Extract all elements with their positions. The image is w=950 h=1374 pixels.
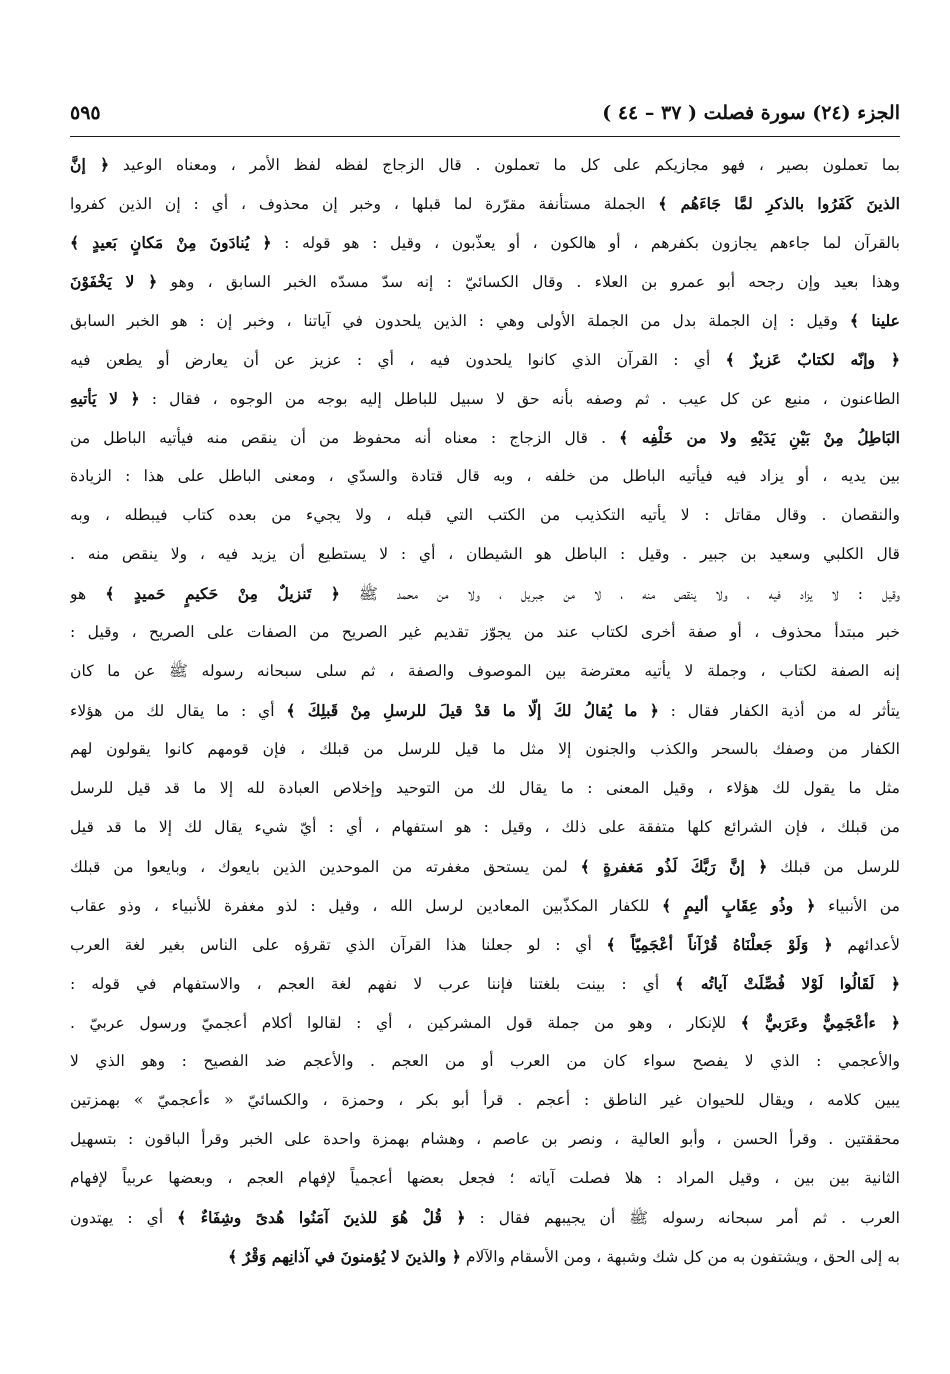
text-line	[70, 613, 900, 652]
quran-verse-text: ﴿ إنَّ رَبَّكَ لَذُو مَغفرةٍ ﴾	[580, 857, 768, 876]
commentary-text: للرسل من قبلك	[767, 858, 900, 876]
commentary-text: . قال الزجاج : معناه أنه محفوظ من أن ينقص منه فيأتيه الباطل من	[70, 429, 620, 447]
commentary-text: بين يديه ، أو يزاد فيه فيأتيه الباطل من خلفه ، وبه قال قتادة والسدّي ، ومعنى الباطل على هذا : الزيادة	[70, 467, 900, 485]
commentary-text: لمن يستحق مغفرته من الموحدين الذين بايعوك ، وبايعوا من قبلك	[70, 858, 581, 876]
text-line	[70, 847, 900, 886]
commentary-text: الجملة مستأنفة مقرّرة لما قبلها ، وخبر إن محذوف ، أي : إن الذين كفروا	[70, 195, 659, 213]
commentary-text: محققتين . وقرأ الحسن ، وأبو العالية ، ونصر بن عاصم ، وهشام بهمزة واحدة على الخبر وقرأ الباقون : بتسهيل	[70, 1130, 900, 1148]
text-line	[70, 1159, 900, 1198]
commentary-text: خبر مبتدأ محذوف ، أو صفة أخرى لكتاب عند من يجوّز تقديم غير الصريح من الصفات على الصريح ، وقيل :	[70, 623, 900, 641]
text-line	[70, 1081, 900, 1120]
quran-verse-text: ﴿ ما يُقالُ لكَ إلّا ما قدْ قيلَ للرسلِ مِنْ قَبلِكَ ﴾	[286, 701, 659, 720]
text-line	[70, 1120, 900, 1159]
text-line	[70, 1042, 900, 1081]
commentary-text: أي : لو جعلنا هذا القرآن الذي تقرؤه على الناس بغير لغة العرب	[70, 936, 607, 954]
commentary-text: مثل ما يقول لك هؤلاء ، وقيل المعنى : ما يقال لك من التوحيد وإخلاص العبادة لله إلا ما قد قيل للرسل	[70, 779, 900, 797]
commentary-text: العرب . ثم أمر سبحانه رسوله ﷺ أن يجيبهم فقال :	[465, 1209, 900, 1227]
text-line	[70, 262, 900, 301]
commentary-text: والنقصان . وقال مقاتل : لا يأتيه التكذيب من الكتب التي قبله ، ولا يجيء من بعده كتاب فيبطله ، وبه	[70, 506, 900, 524]
commentary-text: وهذا بعيد وإن رجحه أبو عمرو بن العلاء . وقال الكسائيّ : إنه سدّ مسدّه الخبر السابق ، وهو	[157, 273, 900, 291]
commentary-text: هو	[70, 585, 106, 603]
page-body	[70, 145, 900, 1276]
text-line	[70, 184, 900, 223]
text-line	[70, 496, 900, 535]
commentary-text: الكفار من وصفك بالسحر والكذب والجنون إلا مثل ما قيل للرسل من قبلك ، فإن قومهم كانوا يقولون لهم	[70, 740, 900, 758]
quran-verse-text: ﴿ إنَّ	[70, 155, 110, 174]
quran-verse-text: ﴿ ءأعْجَمِيٌّ وعَرَبيٌّ ﴾	[740, 1013, 900, 1032]
text-line	[70, 379, 900, 418]
text-line	[70, 769, 900, 808]
text-line	[70, 691, 900, 730]
quran-verse-text: ﴿ تَنزيلٌ مِنْ حَكيمٍ حَميدٍ ﴾	[105, 584, 340, 603]
text-line	[70, 418, 900, 457]
book-page	[70, 96, 900, 1276]
text-line	[70, 223, 900, 262]
text-line	[70, 574, 900, 613]
commentary-text: من قبلك ، فإن الشرائع كلها متفقة على ذلك ، وقيل : هو استفهام ، أي : أيّ شيء يقال لك إلا ما قد قيل	[70, 818, 900, 836]
text-line	[70, 301, 900, 340]
text-line	[70, 730, 900, 769]
text-line	[70, 1003, 900, 1042]
quran-verse-text: ﴿ قُلْ هُوَ للذينَ آمَنُوا هُدىً وشِفَاءٌ ﴾	[177, 1208, 466, 1227]
commentary-text: وقيل : لا يزاد فيه ، ولا ينقص منه ، لا من جبريل ، ولا من محمد ﷺ	[339, 585, 900, 603]
commentary-text: الثانية بين بين ، وقيل المراد : هلا فصلت آياته ؛ فجعل بعضها أعجمياً لإفهام العجم ، وبعضها عربياً لإفهام	[70, 1169, 900, 1187]
running-title: الجزء (٢٤) سورة فصلت ( ٣٧ – ٤٤ )	[602, 102, 900, 124]
commentary-text: أي : ما يقال لك من هؤلاء	[70, 702, 287, 720]
text-line	[70, 886, 900, 925]
commentary-text: به إلى الحق ، ويشتفون به من كل شك وشبهة ، ومن الأسقام والآلام	[460, 1248, 900, 1266]
commentary-text: للكفار المكذّبين المعادين لرسل الله ، وقيل : لذو مغفرة للأنبياء ، وذو عقاب	[70, 897, 662, 915]
text-line	[70, 1237, 900, 1276]
commentary-text: بما تعملون بصير ، فهو مجازيكم على كل ما تعملون . قال الزجاج لفظه لفظ الأمر ، ومعناه الوعيد	[109, 156, 900, 174]
commentary-text: إنه الصفة لكتاب ، وجملة لا يأتيه معترضة بين الموصوف والصفة ، ثم سلى سبحانه رسوله ﷺ عن ما كان	[70, 662, 900, 680]
text-line	[70, 145, 900, 184]
commentary-text: وقيل : إن الجملة بدل من الجملة الأولى وهي : الذين يلحدون في آياتنا ، وخبر إن : هو الخبر السابق	[70, 312, 850, 330]
commentary-text: أي : يهتدون	[70, 1209, 178, 1227]
commentary-text: يتأثر له من أذية الكفار فقال :	[658, 702, 900, 720]
quran-verse-text: ﴿ وذُو عِقَابٍ أليمٍ ﴾	[661, 896, 816, 915]
commentary-text: قال الكلبي وسعيد بن جبير . وقيل : الباطل هو الشيطان ، أي : لا يستطيع أن يزيد فيه ، ولا ينقص منه .	[70, 545, 900, 563]
quran-verse-text: ﴿ والذينَ لا يُؤمنونَ في آذانِهم وَقْرٌ ﴾	[228, 1247, 461, 1266]
quran-verse-text: ﴿ لَقَالُوا لَوْلا فُصِّلَتْ آياتُه ﴾	[675, 974, 900, 993]
text-line	[70, 535, 900, 574]
quran-verse-text: البَاطِلُ مِنْ بَيْنِ يَدَيْهِ ولا من خَلْفِه ﴾	[619, 428, 900, 447]
quran-verse-text: ﴿ يُنادَونَ مِنْ مَكانٍ بَعيدٍ ﴾	[70, 233, 272, 252]
text-line	[70, 652, 900, 691]
text-line	[70, 1198, 900, 1237]
commentary-text: للإنكار ، وهو من جملة قول المشركين ، أي : لقالوا أكلام أعجميّ ورسول عربيّ .	[70, 1014, 741, 1032]
quran-verse-text: ﴿ لا يَأتيهِ	[70, 389, 140, 408]
quran-verse-text: علينا ﴾	[849, 311, 900, 330]
commentary-text: أي : القرآن الذي كانوا يلحدون فيه ، أي : عزيز عن أن يعارض أو يطعن فيه	[70, 351, 726, 369]
quran-verse-text: ﴿ لا يَخْفَوْنَ	[70, 272, 158, 291]
quran-verse-text: ﴿ وَلَوْ جَعلْنَاهُ قُرْآناً أعْجَمِيّاً ﴾	[606, 935, 833, 954]
commentary-text: من الأنبياء	[815, 897, 900, 915]
quran-verse-text: الذينَ كَفَرُوا بالذكرِ لمَّا جَاءَهُم ﴾	[658, 194, 900, 213]
commentary-text: أي : بينت بلغتنا فإننا عرب لا نفهم لغة العجم ، والاستفهام في قوله :	[70, 975, 676, 993]
text-line	[70, 808, 900, 847]
commentary-text: يبين كلامه ، ويقال للحيوان غير الناطق : أعجم . قرأ أبو بكر ، وحمزة ، والكسائيّ « ءأعجميّ » بهمزتين	[70, 1091, 900, 1109]
text-line	[70, 925, 900, 964]
text-line	[70, 964, 900, 1003]
quran-verse-text: ﴿ وإنّه لكتابٌ عَزيزٌ ﴾	[725, 350, 900, 369]
page-number: ٥٩٥	[70, 102, 101, 124]
page-header	[70, 96, 900, 137]
text-line	[70, 457, 900, 496]
text-line	[70, 340, 900, 379]
commentary-text: لأعدائهم	[832, 936, 900, 954]
commentary-text: والأعجمي : الذي لا يفصح سواء كان من العرب أو من العجم . والأعجم ضد الفصيح : وهو الذي لا	[70, 1052, 900, 1070]
commentary-text: بالقرآن لما جاءهم يجازون بكفرهم ، أو هالكون ، أو يعذّبون ، وقيل : هو قوله :	[271, 234, 900, 252]
commentary-text: الطاعنون ، منيع عن كل عيب . ثم وصفه بأنه حق لا سبيل للباطل إليه بوجه من الوجوه ، فقال :	[139, 390, 900, 408]
